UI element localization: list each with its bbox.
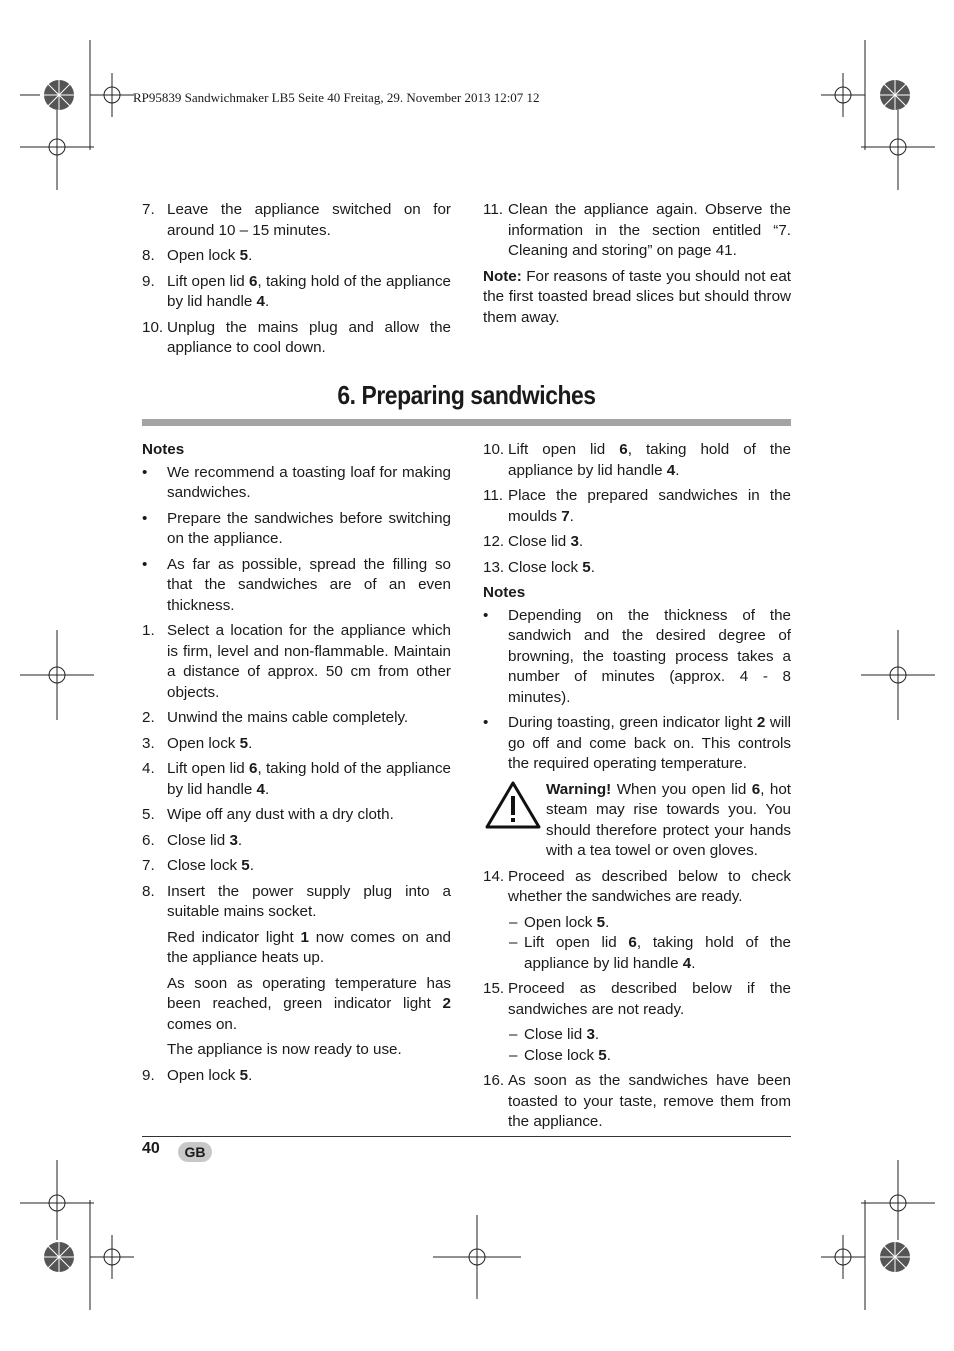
list-item: 1. Select a location for the appliance which is firm, level and non-flammable. Maintain a distance of approx. 50 cm from other objects. [142, 622, 451, 701]
language-badge: GB [178, 1142, 212, 1162]
sub-item: – Open lock 5. [509, 913, 610, 931]
list-item: 8. Open lock 5. [142, 247, 253, 264]
list-item: 11. Place the prepared sandwiches in the moulds 7. [483, 487, 791, 525]
list-item: 7. Leave the appliance switched on for around 10 – 15 minutes. [142, 201, 451, 239]
list-item: 9. Open lock 5. [142, 1066, 253, 1084]
list-item: 12. Close lid 3. [483, 533, 584, 550]
paragraph: The appliance is now ready to use. [167, 1041, 402, 1058]
warning-triangle-icon [485, 780, 541, 830]
list-item: 10. Unplug the mains plug and allow the appliance to cool down. [142, 318, 451, 356]
paragraph: Red indicator light 1 now comes on and the appliance heats up. [167, 928, 451, 966]
bullet-item: • We recommend a toasting loaf for making sandwiches. [142, 463, 451, 501]
list-item: 3. Open lock 5. [142, 734, 253, 752]
bullet-item: • Depending on the thickness of the sandwich and the desired degree of browning, the toasting process takes a number of minutes (approx. 4 - 8 minutes). [483, 606, 791, 706]
note-paragraph: Note: For reasons of taste you should not eat the first toasted bread slices but should throw them away. [483, 267, 791, 326]
bullet-item: • As far as possible, spread the filling so that the sandwiches are of an even thickness. [142, 555, 451, 614]
list-item: 4. Lift open lid 6, taking hold of the appliance by lid handle 4. [142, 760, 452, 798]
warning-box: Warning! When you open lid 6, hot steam may rise towards you. You should therefore protect your hands with a tea towel or oven gloves. [483, 780, 791, 862]
left-column [142, 440, 451, 1091]
bullet-item: • During toasting, green indicator light 2 will go off and come back on. This controls the required operating temperature. [483, 714, 791, 772]
top-right-column [483, 200, 791, 328]
list-item: 8. Insert the power supply plug into a suitable mains socket. [142, 882, 451, 920]
print-header: RP95839 Sandwichmaker LB5 Seite 40 Freitag, 29. November 2013 12:07 12 [133, 90, 540, 105]
list-item: 5. Wipe off any dust with a dry cloth. [142, 806, 394, 823]
list-item: 13. Close lock 5. [483, 558, 595, 576]
list-item: 11. Clean the appliance again. Observe the information in the section entitled “7. Cleaning and storing” on page 41. [483, 201, 791, 259]
list-item: 16. As soon as the sandwiches have been toasted to your taste, remove them from the appliance. [483, 1072, 791, 1130]
sub-item: – Close lid 3. [509, 1026, 600, 1043]
list-item: 2. Unwind the mains cable completely. [142, 709, 409, 726]
footer-rule [142, 1136, 791, 1137]
sub-item: – Lift open lid 6, taking hold of the appliance by lid handle 4. [509, 934, 792, 972]
title-rule [142, 419, 791, 426]
page-number: 40 [142, 1140, 160, 1157]
notes-heading: Notes [483, 584, 526, 601]
sub-item: – Close lock 5. [509, 1046, 611, 1064]
list-item: 9. Lift open lid 6, taking hold of the appliance by lid handle 4. [142, 272, 452, 310]
paragraph: As soon as operating temperature has been reached, green indicator light 2 comes on. [167, 974, 451, 1033]
list-item: 7. Close lock 5. [142, 857, 254, 874]
right-column [483, 440, 791, 1138]
list-item: 14. Proceed as described below to check whether the sandwiches are ready. [483, 867, 791, 905]
notes-heading: Notes [142, 441, 185, 458]
list-item: 6. Close lid 3. [142, 831, 243, 849]
bullet-item: • Prepare the sandwiches before switching on the appliance. [142, 509, 451, 547]
list-item: 15. Proceed as described below if the sandwiches are not ready. [483, 980, 791, 1018]
top-left-column [142, 200, 451, 364]
section-title: 6. Preparing sandwiches [337, 380, 596, 410]
list-item: 10. Lift open lid 6, taking hold of the appliance by lid handle 4. [483, 441, 791, 479]
